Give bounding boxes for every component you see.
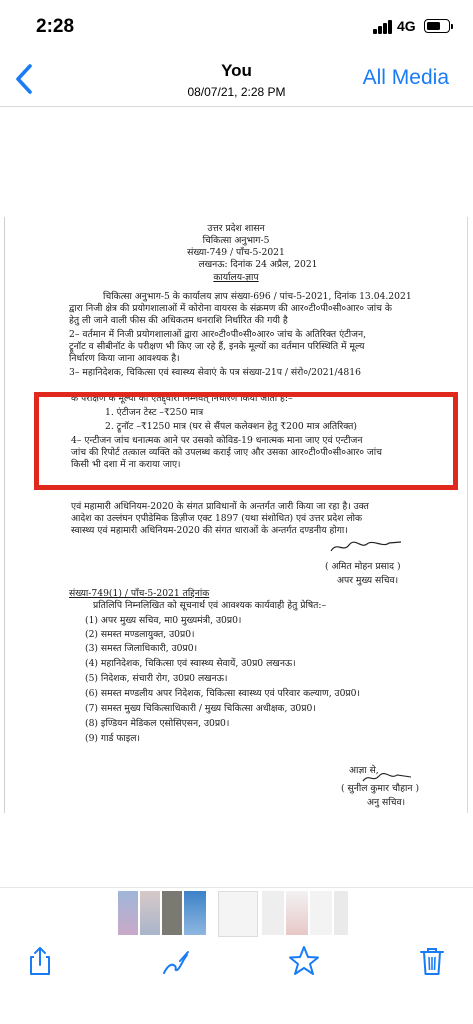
status-time: 2:28	[36, 16, 75, 37]
photo-viewer[interactable]	[0, 107, 473, 887]
thumbnail[interactable]	[310, 891, 332, 935]
thumbnail[interactable]	[334, 891, 348, 935]
delete-button[interactable]	[414, 943, 450, 979]
signatory-name: ( अमित मोहन प्रसाद )	[325, 561, 401, 572]
signatory-name: ( सुनील कुमार चौहान )	[341, 783, 420, 794]
highlight-box	[34, 392, 458, 490]
doc-body-line: एवं महामारी अधिनियम-2020 के संगत प्राविधानों के अन्तर्गत जारी किया जा रहा है। उक्त	[71, 501, 369, 512]
signatory-designation: अपर मुख्य सचिव।	[337, 575, 399, 586]
thumbnail[interactable]	[262, 891, 284, 935]
doc-header-line: लखनऊ: दिनांक 24 अप्रैल, 2021	[198, 259, 318, 270]
favorite-button[interactable]	[286, 943, 322, 979]
share-icon	[22, 943, 58, 979]
doc-header-line: संख्या-749 / पाँच-5-2021	[187, 247, 285, 258]
distribution-reference: संख्या-749(1) / पाँच-5-2021 तद्दिनांक	[69, 588, 210, 599]
all-media-button[interactable]: All Media	[362, 66, 449, 89]
doc-highlight-line: 2. ट्रूनॉट –₹1250 मात्र (घर से सैंपल कलेक्शन हेतु ₹200 मात्र अतिरिक्त)	[105, 421, 357, 432]
conversation-title: You	[221, 61, 252, 80]
navigation-bar	[0, 54, 473, 107]
doc-body-line: 3– महानिदेशक, चिकित्सा एवं स्वास्थ्य सेवाएं के पत्र संख्या-21प / संरो०/2021/4816	[69, 367, 361, 378]
star-icon	[286, 943, 322, 979]
signal-icon	[373, 20, 393, 34]
doc-header-line: कार्यालय-ज्ञाप	[213, 272, 259, 283]
message-timestamp: 08/07/21, 2:28 PM	[187, 85, 286, 99]
signature-image	[327, 539, 407, 555]
distribution-item: (8) इण्डियन मेडिकल एसोसिएसन, उ0प्र0।	[85, 718, 230, 729]
trash-icon	[414, 943, 450, 979]
doc-body-line: चिकित्सा अनुभाग-5 के कार्यालय ज्ञाप संख्या-696 / पांच-5-2021, दिनांक 13.04.2021	[103, 291, 412, 302]
distribution-intro: प्रतिलिपि निम्नलिखित को सूचनार्थ एवं आवश्यक कार्यवाही हेतु प्रेषित:–	[93, 600, 327, 611]
thumbnail-strip	[0, 887, 473, 938]
doc-body-line: ट्रूनॉट व सीबीनॉट के परीक्षण भी किए जा रहे हैं, इनके मूल्यों का वर्तमान परिस्थिति में मूल्य	[69, 341, 365, 352]
thumbnail[interactable]	[118, 891, 138, 935]
battery-icon	[424, 19, 450, 33]
thumbnail[interactable]	[140, 891, 160, 935]
markup-button[interactable]	[158, 943, 194, 979]
order-line: आज्ञा से,	[349, 765, 379, 776]
thumbnail[interactable]	[162, 891, 182, 935]
doc-highlight-line: के परीक्षण के मूल्यों का एतद्द्वारा निम्नवत् निर्धारण किया जाता है:–	[71, 393, 293, 404]
doc-body-line: 2– वर्तमान में निजी प्रयोगशालाओं द्वारा आर०टी०पी०सी०आर० जांच के अतिरिक्त एंटीजन,	[69, 329, 366, 340]
bottom-toolbar	[0, 937, 473, 1024]
distribution-item: (1) अपर मुख्य सचिव, मा0 मुख्यमंत्री, उ0प्र0।	[85, 615, 242, 626]
markup-pen-icon	[158, 943, 194, 979]
distribution-item: (5) निदेशक, संचारी रोग, उ0प्र0 लखनऊ।	[85, 673, 228, 684]
distribution-item: (6) समस्त मण्डलीय अपर निदेशक, चिकित्सा स्वास्थ्य एवं परिवार कल्याण, उ0प्र0।	[85, 688, 360, 699]
doc-header-line: उत्तर प्रदेश शासन	[207, 223, 265, 234]
doc-highlight-line: 4– एन्टीजन जांच धनात्मक आने पर उसको कोविड-19 धनात्मक माना जाए एवं एन्टीजन	[71, 435, 363, 446]
doc-body-line: स्वास्थ्य एवं महामारी अधिनियम-2020 की संगत धाराओं के अन्तर्गत दण्डनीय होगा।	[71, 525, 348, 536]
distribution-item: (2) समस्त मण्डलायुक्त, उ0प्र0।	[85, 629, 195, 640]
signatory-designation: अनु सचिव।	[367, 797, 406, 808]
doc-body-line: निर्धारण किया जाना आवश्यक है।	[69, 353, 180, 364]
thumbnail[interactable]	[218, 891, 258, 937]
status-bar	[0, 0, 473, 54]
network-type: 4G	[397, 18, 416, 34]
doc-body-line: द्वारा निजी क्षेत्र की प्रयोगशालाओं में कोरोना वायरस के संक्रमण की आर०टी०पी०सी०आर० जांच के	[69, 303, 392, 314]
doc-highlight-line: 1. एंटीजन टेस्ट –₹250 मात्र	[105, 407, 204, 418]
doc-header-line: चिकित्सा अनुभाग-5	[202, 235, 270, 246]
thumbnail[interactable]	[286, 891, 308, 935]
thumbnail[interactable]	[184, 891, 206, 935]
doc-highlight-line: किसी भी दशा में ना कराया जाए।	[71, 459, 181, 470]
doc-body-line: हेतु ली जाने वाली फीस की अधिकतम धनराशि निर्धारित की गयी है	[69, 315, 288, 326]
document-photo	[4, 217, 468, 813]
share-button[interactable]	[22, 943, 58, 979]
distribution-item: (9) गार्ड फाइल।	[85, 733, 141, 744]
distribution-item: (7) समस्त मुख्य चिकित्साधिकारी / मुख्य चिकित्सा अधीक्षक, उ0प्र0।	[85, 703, 316, 714]
distribution-item: (3) समस्त जिलाधिकारी, उ0प्र0।	[85, 643, 198, 654]
doc-highlight-line: जांच की रिपोर्ट तत्काल व्यक्ति को उपलब्ध कराई जाए और उसका आर०टी०पी०सी०आर० जांच	[71, 447, 382, 458]
distribution-item: (4) महानिदेशक, चिकित्सा एवं स्वास्थ्य सेवायें, उ0प्र0 लखनऊ।	[85, 658, 296, 669]
doc-body-line: आदेश का उल्लंघन एपीडेमिक डिज़ीज एक्ट 1897 (यथा संशोधित) एवं उत्तर प्रदेश लोक	[71, 513, 363, 524]
